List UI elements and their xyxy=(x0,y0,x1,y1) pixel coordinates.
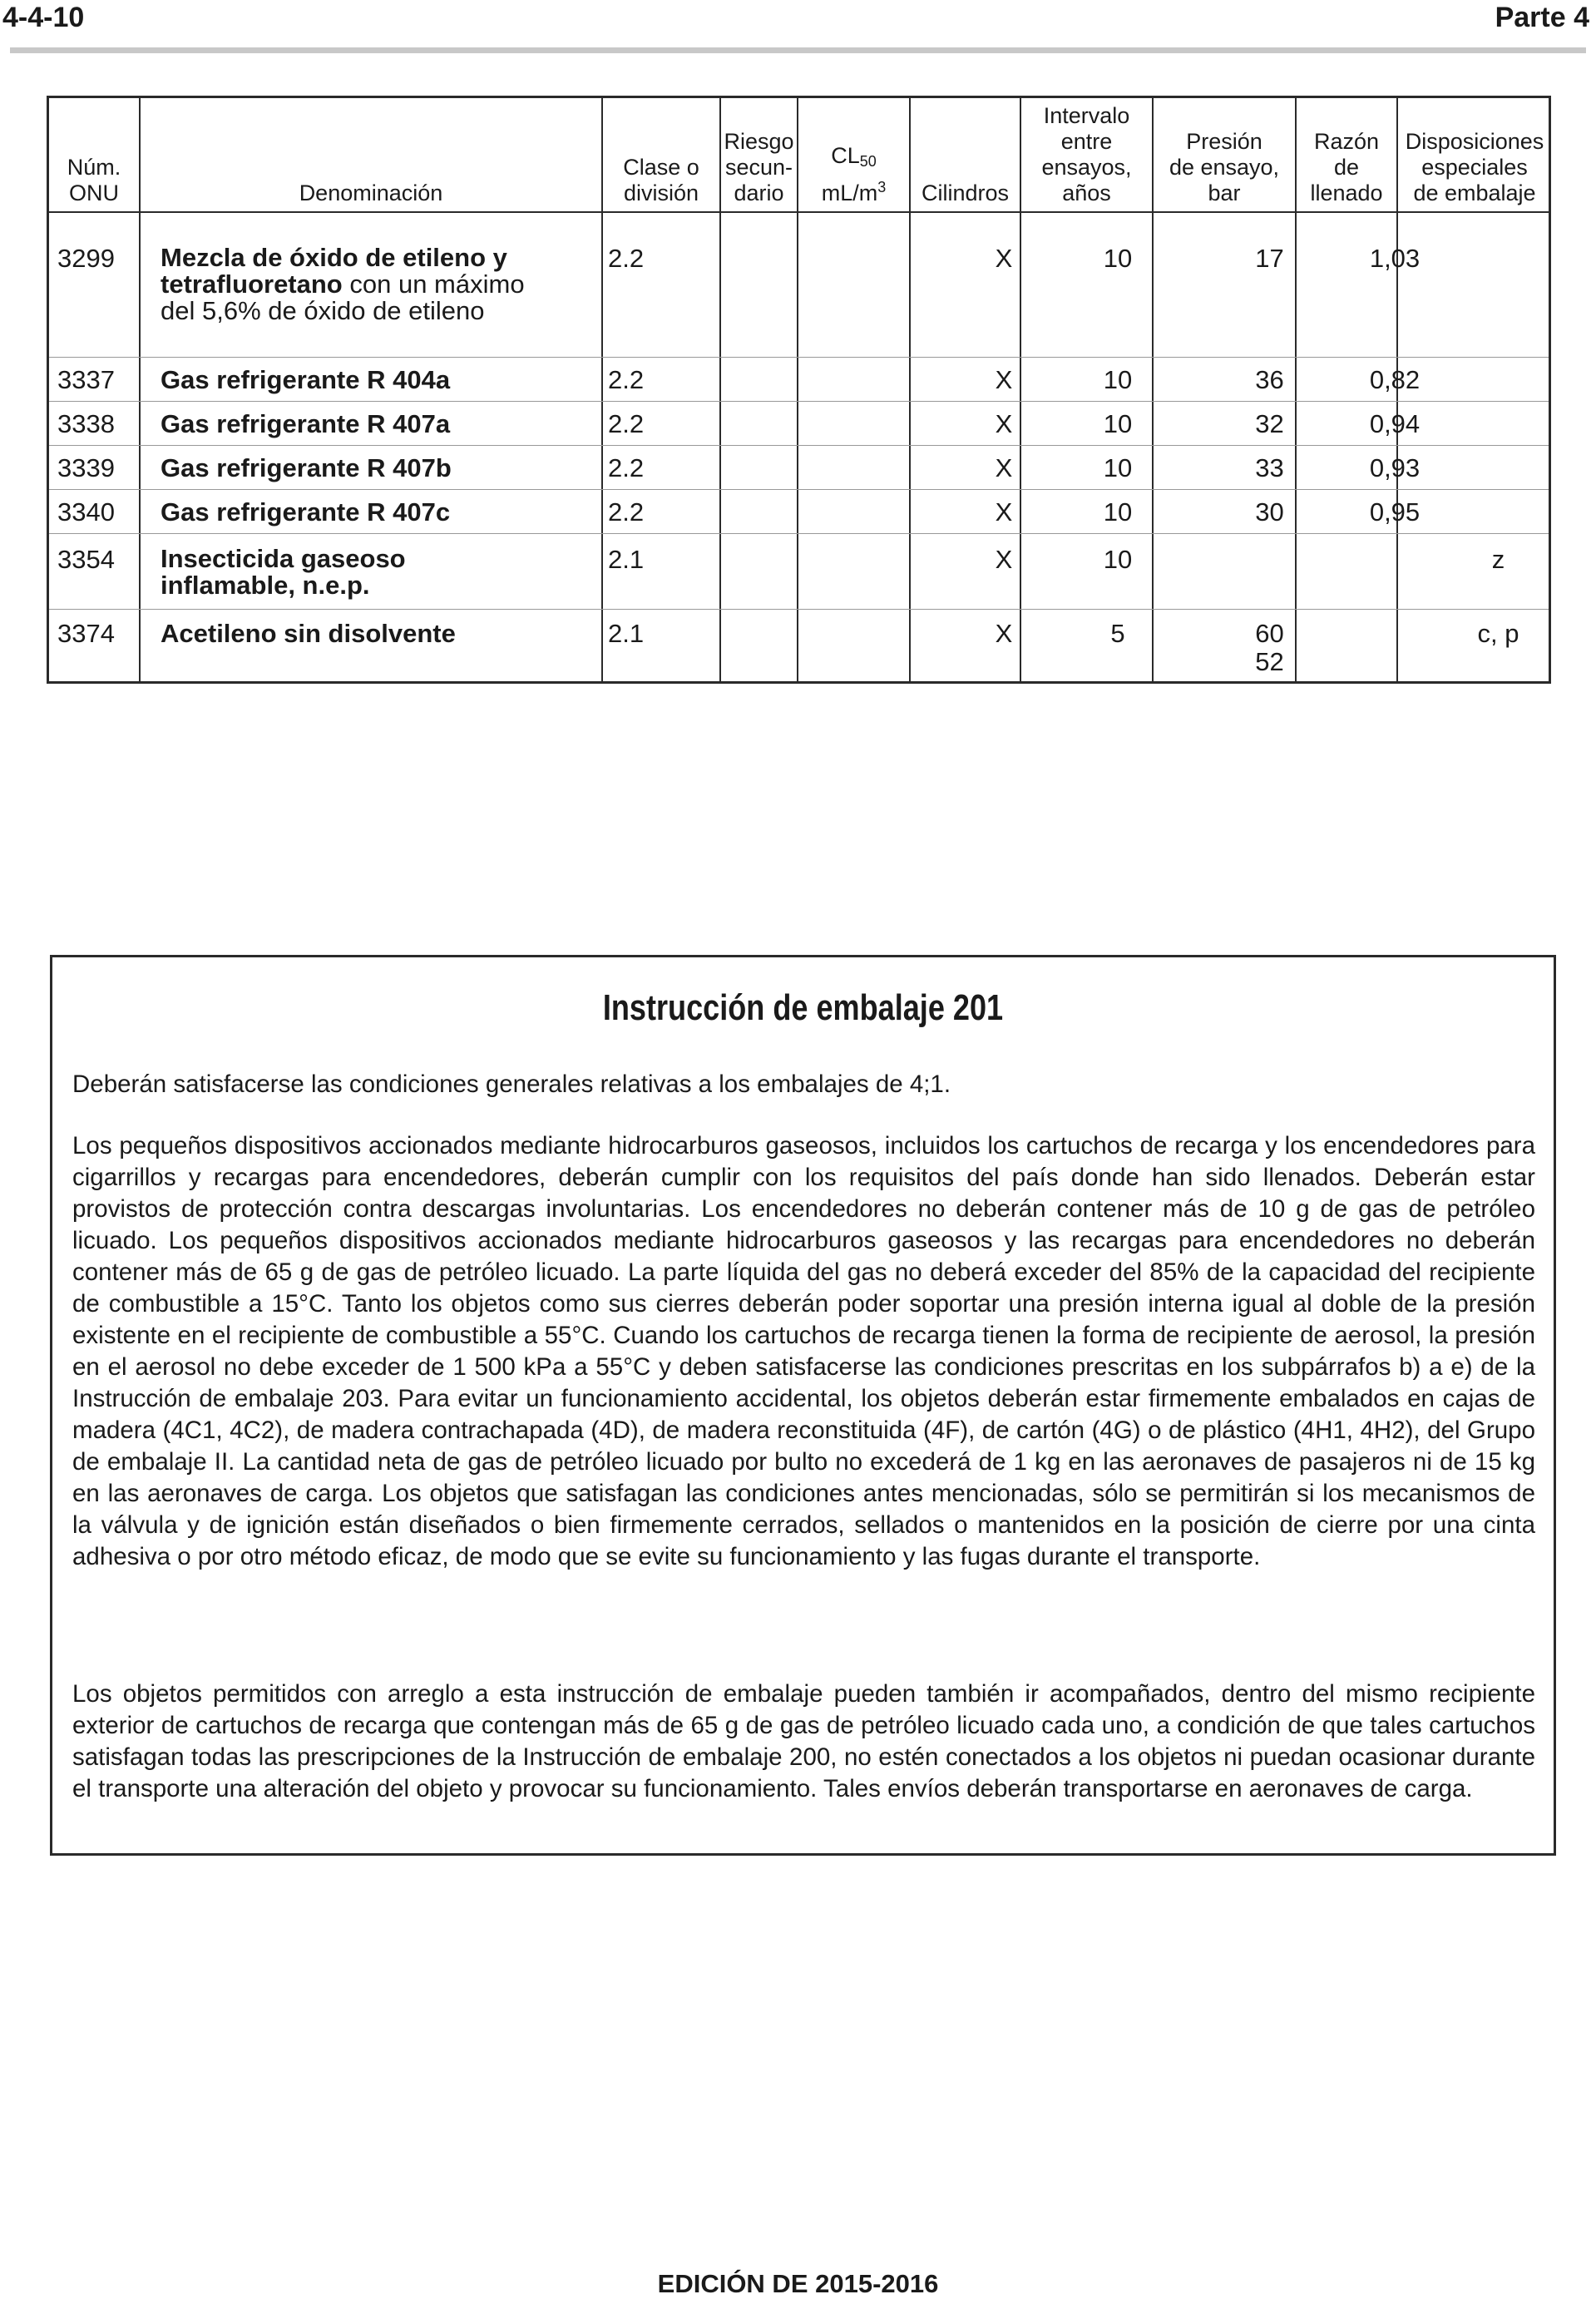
test-pressure: 32 xyxy=(1255,409,1284,438)
row-divider xyxy=(49,533,1549,534)
col-header-test-pressure: Presión de ensayo, bar xyxy=(1169,129,1280,205)
packing-instruction-box xyxy=(50,955,1556,1856)
col-header-un-number: Núm. ONU xyxy=(67,155,121,205)
col-header-filling-ratio: Razón de llenado xyxy=(1310,129,1383,205)
class-division: 2.1 xyxy=(608,619,645,648)
substance-name: Gas refrigerante R 407b xyxy=(161,453,452,482)
header-row-divider xyxy=(49,211,1549,213)
filling-ratio: 0,94 xyxy=(1369,409,1421,438)
test-pressure: 60 52 xyxy=(1255,619,1284,676)
col-header-test-interval: Intervalo entre ensayos, años xyxy=(1041,103,1132,205)
class-division: 2.2 xyxy=(608,409,645,438)
test-interval: 10 xyxy=(1103,497,1133,527)
row-divider xyxy=(49,357,1549,358)
col-header-name: Denominación xyxy=(299,180,443,205)
filling-ratio: 0,93 xyxy=(1369,453,1421,482)
class-division: 2.2 xyxy=(608,453,645,482)
un-number: 3340 xyxy=(57,497,115,527)
un-number: 3339 xyxy=(57,453,115,482)
special-provisions: z xyxy=(1491,545,1505,574)
cylinders-mark: X xyxy=(995,497,1013,527)
test-pressure: 33 xyxy=(1255,453,1284,482)
page-number: 4-4-10 xyxy=(2,2,85,33)
edition-footer: EDICIÓN DE 2015-2016 xyxy=(657,2269,939,2298)
col-header-class: Clase o división xyxy=(623,155,699,205)
filling-ratio: 0,82 xyxy=(1369,365,1421,394)
class-division: 2.2 xyxy=(608,497,645,527)
test-interval: 5 xyxy=(1110,619,1125,648)
cylinders-mark: X xyxy=(995,365,1013,394)
header-divider xyxy=(10,47,1586,53)
un-number: 3299 xyxy=(57,244,115,273)
instruction-title: Instrucción de embalaje 201 xyxy=(602,987,1004,1028)
col-header-cylinders: Cilindros xyxy=(921,180,1010,205)
instruction-paragraph: Deberán satisfacerse las condiciones generales relativas a los embalajes de 4;1. xyxy=(72,1070,951,1098)
row-divider xyxy=(49,609,1549,610)
part-label: Parte 4 xyxy=(1495,2,1589,33)
substance-name: Acetileno sin disolvente xyxy=(161,619,456,648)
col-header-lc50: $CL_{50}$ $mL/m^3$ xyxy=(821,143,887,205)
substance-name: Gas refrigerante R 407c xyxy=(161,497,451,527)
filling-ratio: 1,03 xyxy=(1369,244,1421,273)
substance-name: Mezcla de óxido de etileno y tetrafluoretano con un máximo del 5,6% de óxido de etileno xyxy=(161,243,525,325)
un-number: 3337 xyxy=(57,365,115,394)
class-division: 2.2 xyxy=(608,244,645,273)
test-interval: 10 xyxy=(1103,409,1133,438)
cylinders-mark: X xyxy=(995,545,1013,574)
test-pressure: 17 xyxy=(1255,244,1284,273)
substance-name: Gas refrigerante R 404a xyxy=(161,365,451,394)
test-pressure: 30 xyxy=(1255,497,1284,527)
row-divider xyxy=(49,401,1549,402)
col-header-secondary-risk: Riesgo secun- dario xyxy=(724,129,794,205)
cylinders-mark: X xyxy=(995,244,1013,273)
cylinders-mark: X xyxy=(995,619,1013,648)
substance-name: Gas refrigerante R 407a xyxy=(161,409,451,438)
un-number: 3354 xyxy=(57,545,115,574)
cylinders-mark: X xyxy=(995,453,1013,482)
test-interval: 10 xyxy=(1103,545,1133,574)
special-provisions: c, p xyxy=(1477,619,1519,648)
test-interval: 10 xyxy=(1103,244,1133,273)
un-number: 3374 xyxy=(57,619,115,648)
test-interval: 10 xyxy=(1103,453,1133,482)
test-interval: 10 xyxy=(1103,365,1133,394)
class-division: 2.2 xyxy=(608,365,645,394)
cylinders-mark: X xyxy=(995,409,1013,438)
class-division: 2.1 xyxy=(608,545,645,574)
filling-ratio: 0,95 xyxy=(1369,497,1421,527)
col-header-special-provisions: Disposiciones especiales de embalaje xyxy=(1405,129,1544,205)
dangerous-goods-table xyxy=(47,96,1551,684)
row-divider xyxy=(49,445,1549,446)
substance-name: Insecticida gaseoso inflamable, n.e.p. xyxy=(161,544,406,600)
instruction-paragraph: Los objetos permitidos con arreglo a esta instrucción de embalaje pueden también ir acompañados, dentro del mismo recipiente exterior de cartuchos de recarga que contengan más de 65 g de gas de petróleo licuado cada uno, a condición de que tales cartuchos satisfagan todas las prescripciones de la Instrucción de embalaje 200, no estén conectados a los objetos ni puedan ocasionar durante el transporte una alteración del objeto y provocar su funcionamiento. Tales envíos deberán transportarse en aeronaves de carga. xyxy=(72,1680,1535,1802)
un-number: 3338 xyxy=(57,409,115,438)
instruction-paragraph: Los pequeños dispositivos accionados mediante hidrocarburos gaseosos, incluidos los cartuchos de recarga y los encendedores para cigarrillos y recargas para encendedores, deberán cumplir con los requisitos del país donde han sido llenados. Deberán estar provistos de protección contra descargas involuntarias. Los encendedores no deberán contener más de 10 g de gas de petróleo licuado. Los pequeños dispositivos accionados mediante hidrocarburos gaseosos y las recargas para encendedores no deberán contener más de 65 g de gas de petróleo licuado. La parte líquida del gas no deberá exceder del 85% de la capacidad del recipiente de combustible a 15°C. Tanto los objetos como sus cierres deberán poder soportar una presión interna igual al doble de la presión existente en el recipiente de combustible a 55°C. Cuando los cartuchos de recarga tienen la forma de recipiente de aerosol, la presión en el aerosol no debe exceder de 1 500 kPa a 55°C y deben satisfacerse las condiciones prescritas en los subpárrafos b) a e) de la Instrucción de embalaje 203. Para evitar un funcionamiento accidental, los objetos deberán estar firmemente embalados en cajas de madera (4C1, 4C2), de madera contrachapada (4D), de madera reconstituida (4F), de cartón (4G) o de plástico (4H1, 4H2), del Grupo de embalaje II. La cantidad neta de gas de petróleo licuado por bulto no excederá de 1 kg en las aeronaves de pasajeros ni de 15 kg en las aeronaves de carga. Los objetos que satisfagan las condiciones antes mencionadas, sólo se permitirán si los mecanismos de la válvula y de ignición están diseñados o bien firmemente cerrados, sellados o mantenidos en la posición de cierre por una cinta adhesiva o por otro método eficaz, de modo que se evite su funcionamiento y las fugas durante el transporte. xyxy=(72,1132,1535,1570)
test-pressure: 36 xyxy=(1255,365,1284,394)
row-divider xyxy=(49,489,1549,490)
